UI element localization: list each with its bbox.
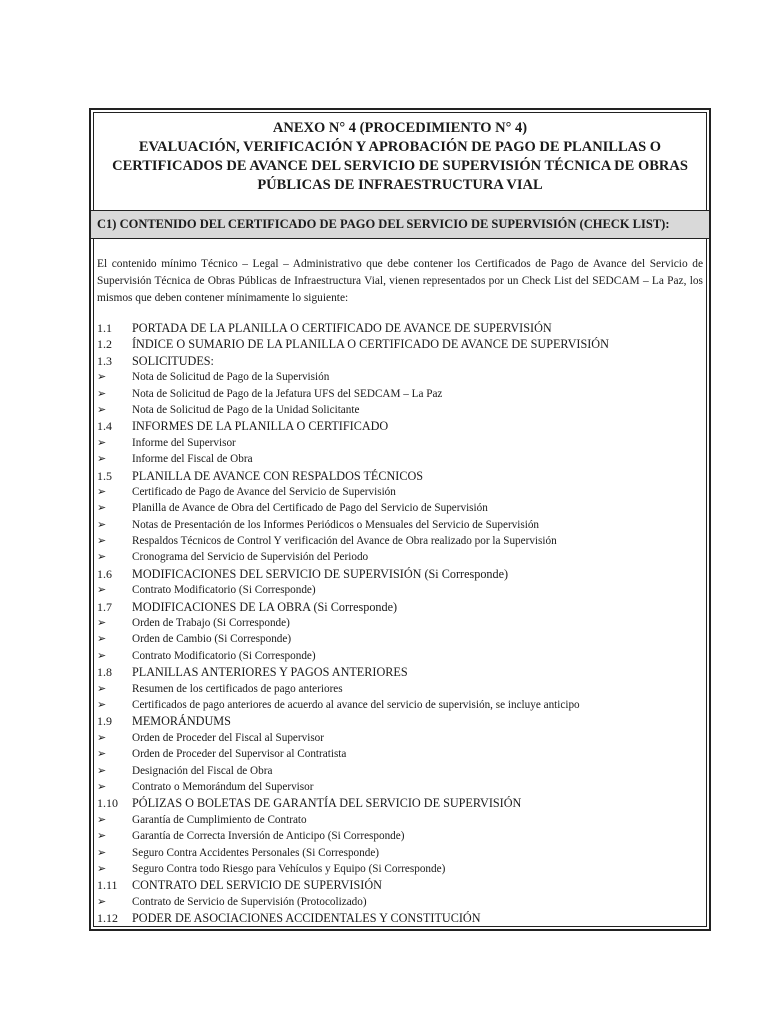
section-number: 1.6 [97, 566, 112, 581]
checklist-section [97, 795, 703, 811]
item-text: Certificado de Pago de Avance del Servicio de Supervisión [132, 485, 396, 498]
bullet-arrow-icon: ➢ [97, 436, 107, 449]
checklist-item [97, 369, 703, 385]
checklist-item [97, 533, 703, 549]
item-text: Informe del Supervisor [132, 436, 236, 449]
section-title: CONTRATO DEL SERVICIO DE SUPERVISIÓN [132, 878, 382, 893]
checklist-section [97, 566, 703, 582]
section-number: 1.5 [97, 468, 112, 483]
bullet-arrow-icon: ➢ [97, 453, 107, 466]
item-text: Orden de Cambio (Si Corresponde) [132, 633, 292, 646]
bullet-arrow-icon: ➢ [97, 403, 107, 416]
section-number: 1.8 [97, 665, 112, 680]
bullet-arrow-icon: ➢ [97, 584, 107, 597]
section-title: PORTADA DE LA PLANILLA O CERTIFICADO DE AVANCE DE SUPERVISIÓN [132, 321, 552, 335]
section-heading: C1) CONTENIDO DEL CERTIFICADO DE PAGO DEL SERVICIO DE SUPERVISIÓN (CHECK LIST): [91, 210, 709, 239]
bullet-arrow-icon: ➢ [97, 387, 107, 400]
section-number: 1.9 [97, 714, 112, 729]
item-text: Contrato Modificatorio (Si Corresponde) [132, 584, 316, 597]
section-title: ÍNDICE O SUMARIO DE LA PLANILLA O CERTIFICADO DE AVANCE DE SUPERVISIÓN [132, 337, 609, 352]
section-title: PODER DE ASOCIACIONES ACCIDENTALES Y CONSTITUCIÓN [132, 911, 481, 926]
item-text: Garantía de Correcta Inversión de Anticipo (Si Corresponde) [132, 830, 405, 843]
section-number: 1.10 [97, 796, 118, 811]
item-text: Nota de Solicitud de Pago de la Supervisión [132, 371, 330, 384]
section-number: 1.12 [97, 911, 118, 926]
checklist-section [97, 418, 703, 434]
item-text: Contrato o Memorándum del Supervisor [132, 780, 314, 793]
bullet-arrow-icon: ➢ [97, 649, 107, 662]
bullet-arrow-icon: ➢ [97, 846, 107, 859]
bullet-arrow-icon: ➢ [97, 780, 107, 793]
checklist-section [97, 664, 703, 680]
checklist-item [97, 631, 703, 647]
checklist-item [97, 894, 703, 910]
checklist-item [97, 828, 703, 844]
item-text: Respaldos Técnicos de Control Y verificación del Avance de Obra realizado por la Supervisión [132, 535, 557, 548]
item-text: Orden de Proceder del Supervisor al Contratista [132, 748, 347, 761]
checklist-item [97, 648, 703, 664]
bullet-arrow-icon: ➢ [97, 682, 107, 695]
item-text: Nota de Solicitud de Pago de la Unidad Solicitante [132, 403, 360, 416]
section-title: SOLICITUDES: [132, 353, 214, 368]
checklist-item [97, 730, 703, 746]
bullet-arrow-icon: ➢ [97, 371, 107, 384]
item-text: Informe del Fiscal de Obra [132, 453, 253, 466]
item-text: Notas de Presentación de los Informes Periódicos o Mensuales del Servicio de Supervisión [132, 518, 540, 531]
bullet-arrow-icon: ➢ [97, 535, 107, 548]
section-title: PÓLIZAS O BOLETAS DE GARANTÍA DEL SERVICIO DE SUPERVISIÓN [132, 796, 522, 811]
item-text: Contrato Modificatorio (Si Corresponde) [132, 649, 316, 662]
section-title: INFORMES DE LA PLANILLA O CERTIFICADO [132, 419, 389, 434]
checklist-section [97, 353, 703, 369]
bullet-arrow-icon: ➢ [97, 617, 107, 630]
item-text: Planilla de Avance de Obra del Certificado de Pago del Servicio de Supervisión [132, 502, 488, 515]
main-title-line-3: PÚBLICAS DE INFRAESTRUCTURA VIAL [257, 177, 543, 193]
bullet-arrow-icon: ➢ [97, 813, 107, 826]
section-number: 1.3 [97, 353, 112, 368]
checklist-item [97, 582, 703, 598]
checklist-item [97, 681, 703, 697]
main-title-line-1: EVALUACIÓN, VERIFICACIÓN Y APROBACIÓN DE PAGO DE PLANILLAS O [138, 139, 662, 155]
section-number: 1.11 [97, 878, 118, 893]
section-title: MEMORÁNDUMS [132, 714, 231, 729]
bullet-arrow-icon: ➢ [97, 731, 107, 744]
bullet-arrow-icon: ➢ [97, 895, 107, 908]
section-title: PLANILLAS ANTERIORES Y PAGOS ANTERIORES [132, 665, 408, 680]
item-text: Seguro Contra todo Riesgo para Vehículos y Equipo (Si Corresponde) [132, 862, 446, 875]
item-text: Resumen de los certificados de pago anteriores [132, 682, 343, 695]
section-title: MODIFICACIONES DE LA OBRA (Si Corresponde) [132, 599, 398, 614]
checklist-section [97, 468, 703, 484]
item-text: Nota de Solicitud de Pago de la Jefatura UFS del SEDCAM – La Paz [132, 387, 443, 400]
intro-paragraph: El contenido mínimo Técnico – Legal – Administrativo que debe contener los Certificados de Pago de Avance del Servicio de Supervisión Técnica de Obras Públicas de Infraestructura Vial, vienen representados por un Check List del SEDCAM – La Paz, los mismos que deben contener mínimamente lo siguiente: [97, 258, 703, 304]
section-number: 1.4 [97, 419, 112, 434]
bullet-arrow-icon: ➢ [97, 748, 107, 761]
checklist-item [97, 615, 703, 631]
checklist-item [97, 549, 703, 565]
item-text: Orden de Proceder del Fiscal al Supervisor [132, 731, 324, 744]
checklist-item [97, 451, 703, 467]
checklist-section [97, 320, 703, 336]
checklist-section [97, 713, 703, 729]
checklist-item [97, 697, 703, 713]
bullet-arrow-icon: ➢ [97, 830, 107, 843]
bullet-arrow-icon: ➢ [97, 633, 107, 646]
checklist-item [97, 386, 703, 402]
section-number: 1.7 [97, 599, 112, 614]
item-text: Cronograma del Servicio de Supervisión del Periodo [132, 551, 369, 564]
main-title-line-2: CERTIFICADOS DE AVANCE DEL SERVICIO DE SUPERVISIÓN TÉCNICA DE OBRAS [112, 158, 688, 174]
bullet-arrow-icon: ➢ [97, 698, 107, 711]
bullet-arrow-icon: ➢ [97, 485, 107, 498]
document-body [97, 256, 703, 926]
bullet-arrow-icon: ➢ [97, 862, 107, 875]
section-title: PLANILLA DE AVANCE CON RESPALDOS TÉCNICOS [132, 468, 424, 483]
checklist-item [97, 779, 703, 795]
checklist-section [97, 599, 703, 615]
item-text: Orden de Trabajo (Si Corresponde) [132, 617, 290, 630]
section-number: 1.1 [97, 321, 112, 335]
item-text: Certificados de pago anteriores de acuerdo al avance del servicio de supervisión, se incluye anticipo [132, 698, 580, 711]
checklist-section [97, 336, 703, 352]
bullet-arrow-icon: ➢ [97, 502, 107, 515]
bullet-arrow-icon: ➢ [97, 551, 107, 564]
checklist-item [97, 746, 703, 762]
bullet-arrow-icon: ➢ [97, 764, 107, 777]
checklist-item [97, 812, 703, 828]
checklist-item [97, 435, 703, 451]
checklist-section [97, 910, 703, 926]
checklist [97, 320, 703, 926]
checklist-item [97, 500, 703, 516]
section-number: 1.2 [97, 337, 112, 352]
annex-title: ANEXO N° 4 (PROCEDIMIENTO N° 4) [272, 120, 528, 136]
checklist-item [97, 763, 703, 779]
section-title: MODIFICACIONES DEL SERVICIO DE SUPERVISIÓN (Si Corresponde) [132, 566, 509, 581]
checklist-item [97, 845, 703, 861]
item-text: Garantía de Cumplimiento de Contrato [132, 813, 307, 826]
bullet-arrow-icon: ➢ [97, 518, 107, 531]
checklist-item [97, 861, 703, 877]
checklist-item [97, 484, 703, 500]
item-text: Seguro Contra Accidentes Personales (Si Corresponde) [132, 846, 380, 859]
checklist-item [97, 517, 703, 533]
document-frame [89, 108, 711, 931]
checklist-item [97, 402, 703, 418]
item-text: Contrato de Servicio de Supervisión (Protocolizado) [132, 895, 367, 908]
item-text: Designación del Fiscal de Obra [132, 764, 273, 777]
checklist-section [97, 877, 703, 893]
